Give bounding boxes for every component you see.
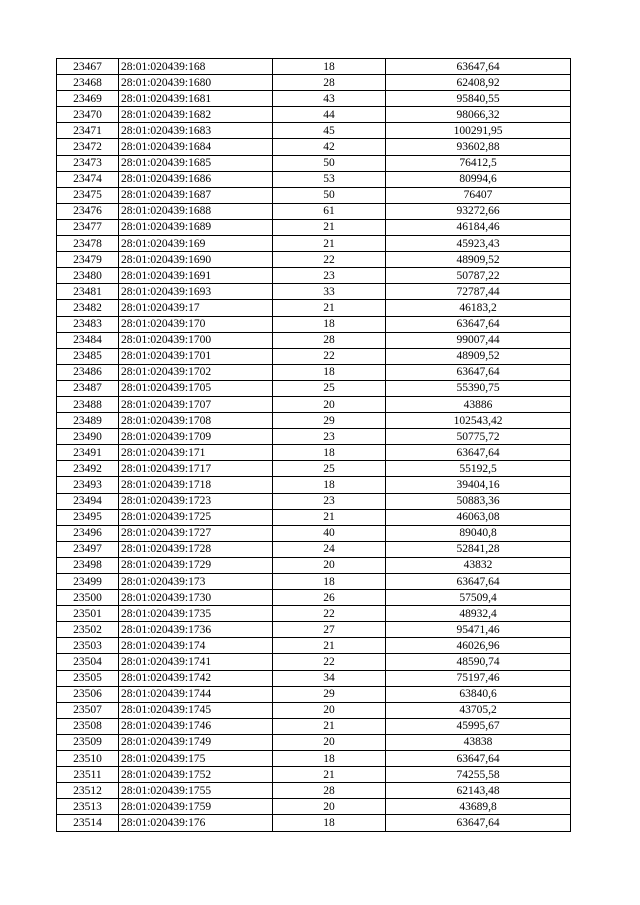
area-cell: 20 — [273, 734, 386, 750]
table-row — [57, 429, 571, 445]
table-row — [57, 139, 571, 155]
table-row — [57, 171, 571, 187]
area-cell: 53 — [273, 171, 386, 187]
row-number-cell: 23475 — [57, 187, 119, 203]
row-number-cell: 23507 — [57, 702, 119, 718]
cadastral-number-cell: 28:01:020439:1741 — [119, 654, 273, 670]
value-cell: 99007,44 — [386, 332, 571, 348]
value-cell: 98066,32 — [386, 107, 571, 123]
cadastral-number-cell: 28:01:020439:170 — [119, 316, 273, 332]
row-number-cell: 23467 — [57, 59, 119, 75]
cadastral-number-cell: 28:01:020439:1683 — [119, 123, 273, 139]
row-number-cell: 23470 — [57, 107, 119, 123]
table-row — [57, 445, 571, 461]
row-number-cell: 23479 — [57, 252, 119, 268]
row-number-cell: 23510 — [57, 751, 119, 767]
area-cell: 22 — [273, 348, 386, 364]
value-cell: 74255,58 — [386, 767, 571, 783]
cadastral-number-cell: 28:01:020439:1752 — [119, 767, 273, 783]
cadastral-number-cell: 28:01:020439:1686 — [119, 171, 273, 187]
value-cell: 55192,5 — [386, 461, 571, 477]
row-number-cell: 23506 — [57, 686, 119, 702]
area-cell: 29 — [273, 413, 386, 429]
value-cell: 75197,46 — [386, 670, 571, 686]
cadastral-number-cell: 28:01:020439:1745 — [119, 702, 273, 718]
cadastral-number-cell: 28:01:020439:1684 — [119, 139, 273, 155]
area-cell: 33 — [273, 284, 386, 300]
area-cell: 21 — [273, 300, 386, 316]
value-cell: 93272,66 — [386, 203, 571, 219]
area-cell: 18 — [273, 364, 386, 380]
table-row — [57, 107, 571, 123]
value-cell: 63647,64 — [386, 316, 571, 332]
area-cell: 26 — [273, 590, 386, 606]
cadastral-number-cell: 28:01:020439:1702 — [119, 364, 273, 380]
area-cell: 28 — [273, 783, 386, 799]
row-number-cell: 23496 — [57, 525, 119, 541]
cadastral-number-cell: 28:01:020439:176 — [119, 815, 273, 831]
area-cell: 18 — [273, 59, 386, 75]
area-cell: 27 — [273, 622, 386, 638]
table-row — [57, 622, 571, 638]
area-cell: 29 — [273, 686, 386, 702]
area-cell: 50 — [273, 187, 386, 203]
area-cell: 28 — [273, 332, 386, 348]
table-row — [57, 686, 571, 702]
row-number-cell: 23469 — [57, 91, 119, 107]
row-number-cell: 23501 — [57, 606, 119, 622]
value-cell: 52841,28 — [386, 541, 571, 557]
cadastral-number-cell: 28:01:020439:1707 — [119, 396, 273, 412]
row-number-cell: 23477 — [57, 219, 119, 235]
value-cell: 46026,96 — [386, 638, 571, 654]
area-cell: 18 — [273, 815, 386, 831]
table-row — [57, 590, 571, 606]
table-row — [57, 541, 571, 557]
table-row — [57, 702, 571, 718]
row-number-cell: 23500 — [57, 590, 119, 606]
table-row — [57, 477, 571, 493]
row-number-cell: 23471 — [57, 123, 119, 139]
value-cell: 50883,36 — [386, 493, 571, 509]
area-cell: 21 — [273, 509, 386, 525]
area-cell: 22 — [273, 606, 386, 622]
row-number-cell: 23504 — [57, 654, 119, 670]
cadastral-number-cell: 28:01:020439:173 — [119, 574, 273, 590]
area-cell: 44 — [273, 107, 386, 123]
row-number-cell: 23473 — [57, 155, 119, 171]
area-cell: 50 — [273, 155, 386, 171]
value-cell: 62143,48 — [386, 783, 571, 799]
table-row — [57, 461, 571, 477]
cadastral-number-cell: 28:01:020439:175 — [119, 751, 273, 767]
row-number-cell: 23514 — [57, 815, 119, 831]
cadastral-number-cell: 28:01:020439:1700 — [119, 332, 273, 348]
area-cell: 20 — [273, 396, 386, 412]
cadastral-number-cell: 28:01:020439:1688 — [119, 203, 273, 219]
row-number-cell: 23468 — [57, 75, 119, 91]
cadastral-number-cell: 28:01:020439:1736 — [119, 622, 273, 638]
row-number-cell: 23498 — [57, 557, 119, 573]
cadastral-number-cell: 28:01:020439:1709 — [119, 429, 273, 445]
table-row — [57, 718, 571, 734]
row-number-cell: 23491 — [57, 445, 119, 461]
value-cell: 46063,08 — [386, 509, 571, 525]
area-cell: 21 — [273, 767, 386, 783]
cadastral-number-cell: 28:01:020439:17 — [119, 300, 273, 316]
value-cell: 50787,22 — [386, 268, 571, 284]
value-cell: 43886 — [386, 396, 571, 412]
cadastral-number-cell: 28:01:020439:168 — [119, 59, 273, 75]
value-cell: 45923,43 — [386, 236, 571, 252]
value-cell: 63647,64 — [386, 815, 571, 831]
cadastral-number-cell: 28:01:020439:1730 — [119, 590, 273, 606]
table-row — [57, 268, 571, 284]
row-number-cell: 23489 — [57, 413, 119, 429]
value-cell: 43838 — [386, 734, 571, 750]
area-cell: 28 — [273, 75, 386, 91]
area-cell: 25 — [273, 461, 386, 477]
table-row — [57, 252, 571, 268]
cadastral-number-cell: 28:01:020439:1685 — [119, 155, 273, 171]
cadastral-number-cell: 28:01:020439:1744 — [119, 686, 273, 702]
row-number-cell: 23497 — [57, 541, 119, 557]
cadastral-number-cell: 28:01:020439:1705 — [119, 380, 273, 396]
area-cell: 61 — [273, 203, 386, 219]
value-cell: 95471,46 — [386, 622, 571, 638]
value-cell: 63647,64 — [386, 574, 571, 590]
row-number-cell: 23472 — [57, 139, 119, 155]
table-body — [57, 59, 571, 832]
area-cell: 21 — [273, 638, 386, 654]
table-row — [57, 75, 571, 91]
table-row — [57, 59, 571, 75]
value-cell: 63840,6 — [386, 686, 571, 702]
value-cell: 80994,6 — [386, 171, 571, 187]
data-table — [56, 58, 571, 832]
row-number-cell: 23511 — [57, 767, 119, 783]
value-cell: 48909,52 — [386, 348, 571, 364]
table-row — [57, 155, 571, 171]
table-row — [57, 638, 571, 654]
table-row — [57, 364, 571, 380]
value-cell: 43832 — [386, 557, 571, 573]
area-cell: 23 — [273, 429, 386, 445]
table-row — [57, 670, 571, 686]
area-cell: 34 — [273, 670, 386, 686]
row-number-cell: 23493 — [57, 477, 119, 493]
cadastral-number-cell: 28:01:020439:1681 — [119, 91, 273, 107]
value-cell: 43689,8 — [386, 799, 571, 815]
area-cell: 25 — [273, 380, 386, 396]
table-row — [57, 380, 571, 396]
area-cell: 20 — [273, 702, 386, 718]
value-cell: 63647,64 — [386, 751, 571, 767]
table-row — [57, 509, 571, 525]
value-cell: 62408,92 — [386, 75, 571, 91]
row-number-cell: 23495 — [57, 509, 119, 525]
cadastral-number-cell: 28:01:020439:1708 — [119, 413, 273, 429]
value-cell: 102543,42 — [386, 413, 571, 429]
table-row — [57, 300, 571, 316]
row-number-cell: 23492 — [57, 461, 119, 477]
table-row — [57, 123, 571, 139]
area-cell: 45 — [273, 123, 386, 139]
row-number-cell: 23509 — [57, 734, 119, 750]
cadastral-number-cell: 28:01:020439:1728 — [119, 541, 273, 557]
cadastral-number-cell: 28:01:020439:1727 — [119, 525, 273, 541]
table-row — [57, 348, 571, 364]
row-number-cell: 23483 — [57, 316, 119, 332]
value-cell: 43705,2 — [386, 702, 571, 718]
table-row — [57, 606, 571, 622]
area-cell: 18 — [273, 574, 386, 590]
table-row — [57, 316, 571, 332]
cadastral-number-cell: 28:01:020439:1735 — [119, 606, 273, 622]
value-cell: 46183,2 — [386, 300, 571, 316]
value-cell: 72787,44 — [386, 284, 571, 300]
area-cell: 21 — [273, 219, 386, 235]
table-row — [57, 396, 571, 412]
table-row — [57, 493, 571, 509]
area-cell: 23 — [273, 268, 386, 284]
cadastral-number-cell: 28:01:020439:1755 — [119, 783, 273, 799]
value-cell: 89040,8 — [386, 525, 571, 541]
value-cell: 55390,75 — [386, 380, 571, 396]
cadastral-number-cell: 28:01:020439:1680 — [119, 75, 273, 91]
value-cell: 48932,4 — [386, 606, 571, 622]
row-number-cell: 23480 — [57, 268, 119, 284]
table-row — [57, 654, 571, 670]
row-number-cell: 23505 — [57, 670, 119, 686]
row-number-cell: 23499 — [57, 574, 119, 590]
table-row — [57, 783, 571, 799]
cadastral-number-cell: 28:01:020439:1682 — [119, 107, 273, 123]
table-row — [57, 767, 571, 783]
area-cell: 18 — [273, 445, 386, 461]
cadastral-number-cell: 28:01:020439:1701 — [119, 348, 273, 364]
area-cell: 43 — [273, 91, 386, 107]
area-cell: 21 — [273, 236, 386, 252]
area-cell: 20 — [273, 799, 386, 815]
value-cell: 57509,4 — [386, 590, 571, 606]
row-number-cell: 23488 — [57, 396, 119, 412]
table-row — [57, 799, 571, 815]
row-number-cell: 23484 — [57, 332, 119, 348]
value-cell: 100291,95 — [386, 123, 571, 139]
area-cell: 20 — [273, 557, 386, 573]
area-cell: 18 — [273, 477, 386, 493]
value-cell: 63647,64 — [386, 364, 571, 380]
area-cell: 23 — [273, 493, 386, 509]
table-row — [57, 187, 571, 203]
row-number-cell: 23502 — [57, 622, 119, 638]
value-cell: 63647,64 — [386, 59, 571, 75]
value-cell: 45995,67 — [386, 718, 571, 734]
table-row — [57, 91, 571, 107]
table-row — [57, 236, 571, 252]
value-cell: 76412,5 — [386, 155, 571, 171]
area-cell: 24 — [273, 541, 386, 557]
table-row — [57, 574, 571, 590]
value-cell: 50775,72 — [386, 429, 571, 445]
cadastral-number-cell: 28:01:020439:1759 — [119, 799, 273, 815]
value-cell: 63647,64 — [386, 445, 571, 461]
row-number-cell: 23508 — [57, 718, 119, 734]
value-cell: 48590,74 — [386, 654, 571, 670]
cadastral-number-cell: 28:01:020439:1746 — [119, 718, 273, 734]
row-number-cell: 23490 — [57, 429, 119, 445]
cadastral-number-cell: 28:01:020439:1717 — [119, 461, 273, 477]
row-number-cell: 23478 — [57, 236, 119, 252]
value-cell: 39404,16 — [386, 477, 571, 493]
area-cell: 40 — [273, 525, 386, 541]
table-row — [57, 751, 571, 767]
value-cell: 76407 — [386, 187, 571, 203]
table-row — [57, 203, 571, 219]
cadastral-number-cell: 28:01:020439:1725 — [119, 509, 273, 525]
row-number-cell: 23481 — [57, 284, 119, 300]
area-cell: 18 — [273, 316, 386, 332]
area-cell: 22 — [273, 654, 386, 670]
cadastral-number-cell: 28:01:020439:1691 — [119, 268, 273, 284]
area-cell: 22 — [273, 252, 386, 268]
row-number-cell: 23503 — [57, 638, 119, 654]
row-number-cell: 23474 — [57, 171, 119, 187]
table-row — [57, 219, 571, 235]
value-cell: 93602,88 — [386, 139, 571, 155]
cadastral-number-cell: 28:01:020439:1689 — [119, 219, 273, 235]
value-cell: 48909,52 — [386, 252, 571, 268]
row-number-cell: 23512 — [57, 783, 119, 799]
cadastral-number-cell: 28:01:020439:1690 — [119, 252, 273, 268]
row-number-cell: 23513 — [57, 799, 119, 815]
row-number-cell: 23482 — [57, 300, 119, 316]
area-cell: 18 — [273, 751, 386, 767]
cadastral-number-cell: 28:01:020439:171 — [119, 445, 273, 461]
area-cell: 42 — [273, 139, 386, 155]
row-number-cell: 23487 — [57, 380, 119, 396]
row-number-cell: 23485 — [57, 348, 119, 364]
cadastral-number-cell: 28:01:020439:1742 — [119, 670, 273, 686]
table-row — [57, 815, 571, 831]
cadastral-number-cell: 28:01:020439:1687 — [119, 187, 273, 203]
table-row — [57, 332, 571, 348]
value-cell: 46184,46 — [386, 219, 571, 235]
value-cell: 95840,55 — [386, 91, 571, 107]
table-row — [57, 525, 571, 541]
cadastral-number-cell: 28:01:020439:1723 — [119, 493, 273, 509]
table-row — [57, 284, 571, 300]
cadastral-number-cell: 28:01:020439:174 — [119, 638, 273, 654]
cadastral-number-cell: 28:01:020439:1749 — [119, 734, 273, 750]
table-row — [57, 734, 571, 750]
area-cell: 21 — [273, 718, 386, 734]
cadastral-number-cell: 28:01:020439:1729 — [119, 557, 273, 573]
cadastral-number-cell: 28:01:020439:1718 — [119, 477, 273, 493]
cadastral-number-cell: 28:01:020439:169 — [119, 236, 273, 252]
cadastral-number-cell: 28:01:020439:1693 — [119, 284, 273, 300]
row-number-cell: 23494 — [57, 493, 119, 509]
table-row — [57, 413, 571, 429]
row-number-cell: 23476 — [57, 203, 119, 219]
table-row — [57, 557, 571, 573]
row-number-cell: 23486 — [57, 364, 119, 380]
